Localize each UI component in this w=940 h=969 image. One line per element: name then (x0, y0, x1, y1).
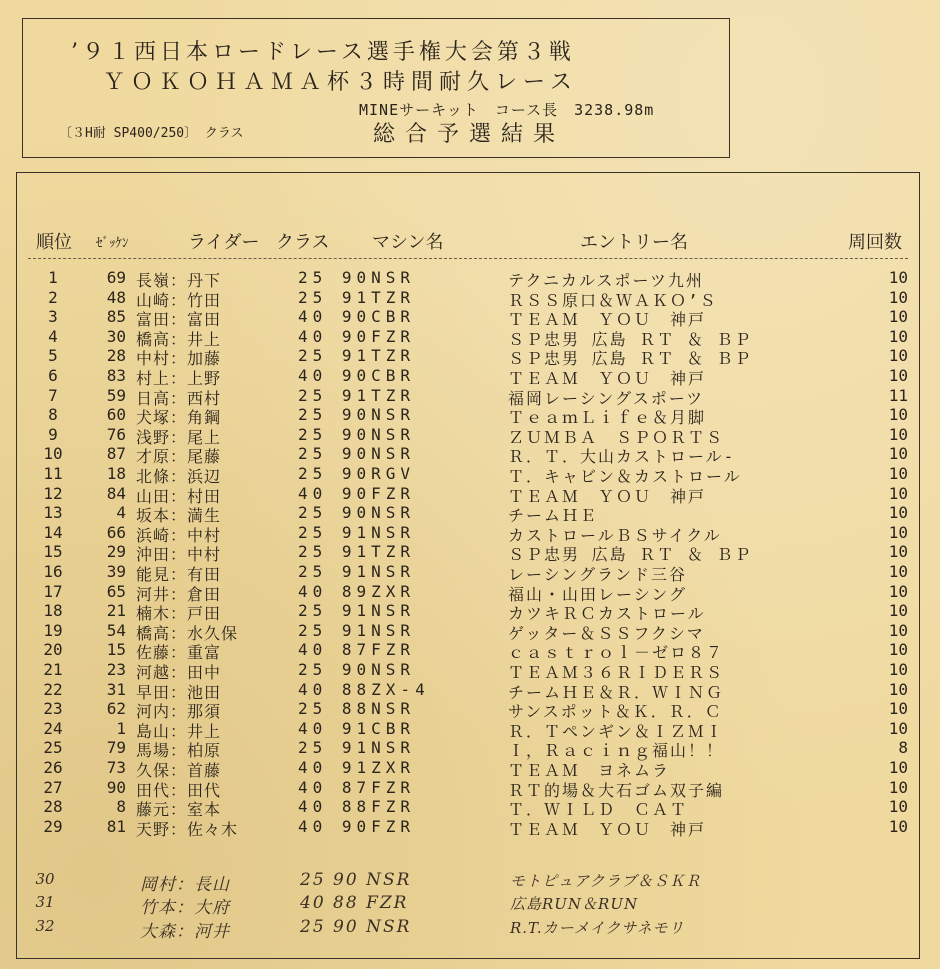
col-header-number: ｾﾞｯｹﾝ (96, 236, 129, 251)
rank-cell: 22 (43, 679, 63, 699)
machine-cell: 25 90NSR (298, 444, 416, 464)
rider-cell: 坂本：満生 (136, 506, 222, 526)
laps-cell: 10 (888, 483, 908, 503)
machine-cell: 25 90 NSR (300, 917, 412, 937)
rank-cell: 32 (35, 917, 55, 935)
entry-cell: ＳＰ忠男 広島 ＲＴ ＆ ＢＰ (508, 349, 753, 369)
number-cell: 54 (106, 620, 126, 640)
machine-cell: 40 88 FZR (300, 893, 409, 913)
machine-cell: 25 90RGV (298, 464, 416, 483)
rider-cell: 中村：加藤 (136, 349, 222, 369)
entry-cell: ＴＥＡＭ３６ＲＩＤＥＲＳ (508, 663, 725, 682)
rider-cell: 馬場：柏原 (136, 741, 222, 761)
table-row (0, 601, 940, 624)
rank-cell: 5 (48, 346, 58, 366)
result-title: 総合予選結果 (373, 122, 566, 147)
laps-cell: 8 (898, 738, 908, 758)
number-cell: 60 (106, 405, 126, 425)
number-cell: 69 (106, 268, 126, 287)
event-subtitle: ＹＯＫＯＨＡＭＡ杯３時間耐久レース (103, 70, 578, 95)
laps-cell: 10 (888, 366, 908, 385)
rank-cell: 26 (43, 758, 63, 777)
rank-cell: 28 (43, 797, 63, 817)
rider-cell: 浅野：尾上 (136, 427, 222, 447)
rank-cell: 12 (43, 483, 63, 503)
table-row (0, 660, 940, 682)
table-row (0, 640, 940, 663)
machine-cell: 25 88NSR (298, 699, 416, 719)
table-row (0, 718, 940, 741)
entry-cell: Ｉ，Ｒａｃｉｎｇ福山！！ (508, 741, 725, 761)
entry-cell: カツキＲＣカストロール (508, 604, 706, 624)
rank-cell: 9 (48, 424, 58, 444)
laps-cell: 10 (888, 346, 908, 366)
table-row (0, 581, 940, 604)
laps-cell: 10 (888, 503, 908, 523)
table-row (0, 483, 940, 506)
machine-cell: 40 88FZR (298, 797, 416, 817)
number-cell: 85 (106, 307, 126, 327)
rider-cell: 山崎：竹田 (136, 290, 222, 310)
rank-cell: 6 (48, 366, 58, 385)
table-row (0, 777, 940, 800)
table-row (0, 522, 940, 545)
table-row (0, 405, 940, 428)
col-header-laps: 周回数 (848, 232, 902, 253)
rider-cell: 島山：井上 (136, 721, 222, 741)
laps-cell: 11 (888, 385, 908, 405)
laps-cell: 10 (888, 542, 908, 562)
number-cell: 30 (106, 326, 126, 346)
machine-cell: 25 91TZR (298, 346, 416, 366)
rider-cell: 楠木：戸田 (136, 604, 222, 624)
machine-cell: 25 91TZR (298, 385, 416, 405)
entry-cell: Ｔ．ＷＩＬＤ ＣＡＴ (508, 800, 689, 820)
entry-cell: ＲＳＳ原口＆ＷＡＫＯ’Ｓ (508, 290, 718, 310)
table-row (0, 366, 940, 388)
machine-cell: 40 90FZR (298, 816, 416, 836)
rider-cell: 北條：浜辺 (136, 467, 222, 486)
laps-cell: 10 (888, 758, 908, 777)
entry-cell: テクニカルスポーツ九州 (508, 271, 704, 290)
number-cell: 87 (106, 444, 126, 464)
machine-cell: 25 91NSR (298, 522, 416, 542)
rider-cell: 浜崎：中村 (136, 525, 222, 545)
rider-cell: 大森：河井 (140, 922, 230, 942)
table-row (0, 816, 940, 839)
laps-cell: 10 (888, 581, 908, 601)
laps-cell: 10 (888, 562, 908, 581)
machine-cell: 40 87FZR (298, 777, 416, 797)
class-label: 〔３H耐 SP400/250〕 クラス (59, 126, 244, 141)
machine-cell: 40 90CBR (298, 307, 416, 327)
machine-cell: 25 91NSR (298, 562, 416, 581)
entry-cell: レーシングランド三谷 (508, 565, 687, 584)
laps-cell: 10 (888, 601, 908, 621)
handwritten-row (0, 917, 940, 942)
table-row (0, 542, 940, 565)
machine-cell: 40 91ZXR (298, 758, 416, 777)
entry-cell: ＴＥＡＭ ＹＯＵ 神戸 (508, 486, 707, 506)
table-row (0, 797, 940, 820)
rank-cell: 20 (43, 640, 63, 660)
machine-cell: 40 90FZR (298, 483, 416, 503)
machine-cell: 25 91NSR (298, 601, 416, 621)
rider-cell: 藤元：室本 (136, 800, 222, 820)
col-header-machine: マシン名 (372, 232, 444, 253)
entry-cell: ＴＥＡＭ ＹＯＵ 神戸 (508, 819, 707, 839)
rank-cell: 1 (48, 268, 58, 287)
number-cell: 83 (106, 366, 126, 385)
laps-cell: 10 (888, 660, 908, 679)
machine-cell: 25 91TZR (298, 287, 416, 307)
laps-cell: 10 (888, 307, 908, 327)
entry-cell: ＴＥＡＭ ＹＯＵ 神戸 (508, 310, 707, 330)
entry-cell: モトピュアクラブ＆ＳＫＲ (510, 872, 702, 890)
laps-cell: 10 (888, 287, 908, 307)
laps-cell: 10 (888, 816, 908, 836)
rank-cell: 11 (43, 464, 63, 483)
laps-cell: 10 (888, 699, 908, 719)
machine-cell: 25 91NSR (298, 620, 416, 640)
rank-cell: 25 (43, 738, 63, 758)
machine-cell: 25 90NSR (298, 268, 416, 287)
col-header-rider: ライダー (188, 232, 260, 253)
machine-cell: 40 90CBR (298, 366, 416, 385)
laps-cell: 10 (888, 797, 908, 817)
entry-cell: Ｔ．キャビン＆カストロール (508, 467, 742, 486)
rider-cell: 橋高：井上 (136, 329, 222, 349)
event-title: ’９１西日本ロードレース選手権大会第３戦 (71, 40, 575, 65)
machine-cell: 25 91NSR (298, 738, 416, 758)
table-row (0, 268, 940, 290)
rank-cell: 10 (43, 444, 63, 464)
rank-cell: 14 (43, 522, 63, 542)
number-cell: 8 (116, 797, 126, 817)
entry-cell: ＳＰ忠男 広島 ＲＴ ＆ ＢＰ (508, 329, 753, 349)
number-cell: 23 (106, 660, 126, 679)
rank-cell: 7 (48, 385, 58, 405)
rank-cell: 13 (43, 503, 63, 523)
machine-cell: 25 90 NSR (300, 870, 412, 890)
rank-cell: 27 (43, 777, 63, 797)
machine-cell: 40 91CBR (298, 718, 416, 738)
table-row (0, 444, 940, 467)
entry-cell: ＴＥＡＭ ヨネムラ (508, 761, 671, 780)
laps-cell: 10 (888, 405, 908, 425)
number-cell: 29 (106, 542, 126, 562)
table-row (0, 424, 940, 447)
number-cell: 62 (106, 699, 126, 719)
rider-cell: 河井：倉田 (136, 584, 222, 604)
table-row (0, 620, 940, 643)
laps-cell: 10 (888, 464, 908, 483)
rank-cell: 24 (43, 718, 63, 738)
rider-cell: 竹本：大府 (140, 898, 230, 918)
number-cell: 65 (106, 581, 126, 601)
rank-cell: 3 (48, 307, 58, 327)
col-header-rank: 順位 (36, 232, 72, 253)
table-row (0, 562, 940, 584)
rider-cell: 才原：尾藤 (136, 447, 222, 467)
table-row (0, 464, 940, 486)
rider-cell: 長嶺：丹下 (136, 271, 222, 290)
laps-cell: 10 (888, 444, 908, 464)
rider-cell: 能見：有田 (136, 565, 222, 584)
machine-cell: 40 87FZR (298, 640, 416, 660)
rank-cell: 17 (43, 581, 63, 601)
col-header-class: クラス (276, 232, 330, 253)
table-row (0, 503, 940, 526)
header-box (22, 18, 730, 158)
rider-cell: 早田：池田 (136, 682, 222, 702)
col-header-entry: エントリー名 (580, 232, 688, 253)
laps-cell: 10 (888, 268, 908, 287)
entry-cell: ＲＴ的場＆大石ゴム双子編 (508, 780, 725, 800)
number-cell: 1 (116, 718, 126, 738)
entry-cell: 広島RUN＆RUN (510, 895, 639, 913)
number-cell: 21 (106, 601, 126, 621)
rank-cell: 23 (43, 699, 63, 719)
laps-cell: 10 (888, 326, 908, 346)
number-cell: 4 (116, 503, 126, 523)
table-row (0, 699, 940, 722)
rank-cell: 19 (43, 620, 63, 640)
entry-cell: カストロールＢＳサイクル (508, 525, 722, 545)
entry-cell: ｃａｓｔｒｏｌ－ゼロ８７ (508, 643, 725, 663)
rider-cell: 久保：首藤 (136, 761, 222, 780)
table-row (0, 385, 940, 408)
rank-cell: 30 (35, 870, 55, 888)
entry-cell: ＳＰ忠男 広島 ＲＴ ＆ ＢＰ (508, 545, 753, 565)
rider-cell: 佐藤：重富 (136, 643, 222, 663)
number-cell: 79 (106, 738, 126, 758)
table-row (0, 758, 940, 780)
laps-cell: 10 (888, 777, 908, 797)
machine-cell: 25 90NSR (298, 405, 416, 425)
number-cell: 76 (106, 424, 126, 444)
handwritten-row (0, 893, 940, 918)
number-cell: 73 (106, 758, 126, 777)
laps-cell: 10 (888, 679, 908, 699)
rider-cell: 沖田：中村 (136, 545, 222, 565)
rider-cell: 岡村：長山 (140, 875, 230, 895)
rider-cell: 富田：富田 (136, 310, 222, 330)
table-row (0, 287, 940, 310)
laps-cell: 10 (888, 640, 908, 660)
laps-cell: 10 (888, 522, 908, 542)
number-cell: 59 (106, 385, 126, 405)
rank-cell: 18 (43, 601, 63, 621)
circuit-info: MINEサーキット コース長 3238.98m (359, 101, 655, 119)
number-cell: 66 (106, 522, 126, 542)
table-row (0, 679, 940, 702)
rank-cell: 15 (43, 542, 63, 562)
entry-cell: ＴＥＡＭ ＹＯＵ 神戸 (508, 369, 707, 388)
rank-cell: 31 (35, 893, 55, 911)
number-cell: 28 (106, 346, 126, 366)
entry-cell: チームＨＥ (508, 506, 599, 526)
laps-cell: 10 (888, 620, 908, 640)
rider-cell: 河越：田中 (136, 663, 222, 682)
entry-cell: サンスポット＆Ｋ．Ｒ．Ｃ (508, 702, 723, 722)
machine-cell: 40 90FZR (298, 326, 416, 346)
number-cell: 39 (106, 562, 126, 581)
number-cell: 18 (106, 464, 126, 483)
rider-cell: 犬塚：角鋼 (136, 408, 222, 428)
machine-cell: 25 91TZR (298, 542, 416, 562)
table-row (0, 738, 940, 761)
number-cell: 90 (106, 777, 126, 797)
number-cell: 15 (106, 640, 126, 660)
table-row (0, 307, 940, 330)
entry-cell: 福岡レーシングスポーツ (508, 388, 705, 408)
table-row (0, 326, 940, 349)
table-row (0, 346, 940, 369)
entry-cell: ＴｅａｍＬｉｆｅ＆月脚 (508, 408, 707, 428)
machine-cell: 40 89ZXR (298, 581, 416, 601)
entry-cell: ＺＵＭＢＡ ＳＰＯＲＴＳ (508, 427, 725, 447)
rider-cell: 村上：上野 (136, 369, 222, 388)
entry-cell: Ｒ．Ｔペンギン＆ＩＺＭＩ (508, 721, 724, 741)
rider-cell: 橋高：水久保 (136, 623, 239, 643)
rider-cell: 田代：田代 (136, 780, 222, 800)
laps-cell: 10 (888, 424, 908, 444)
machine-cell: 40 88ZX-4 (298, 679, 430, 699)
rank-cell: 4 (48, 326, 58, 346)
machine-cell: 25 90NSR (298, 503, 416, 523)
machine-cell: 25 90NSR (298, 660, 416, 679)
rank-cell: 16 (43, 562, 63, 581)
entry-cell: 福山・山田レーシング (508, 584, 687, 604)
number-cell: 81 (106, 816, 126, 836)
entry-cell: チームＨＥ＆Ｒ．ＷＩＮＧ (508, 682, 725, 702)
number-cell: 31 (106, 679, 126, 699)
machine-cell: 25 90NSR (298, 424, 416, 444)
entry-cell: R.T.カーメイクサネモリ (510, 919, 685, 937)
laps-cell: 10 (888, 718, 908, 738)
rider-cell: 河内：那須 (136, 702, 222, 722)
rider-cell: 山田：村田 (136, 486, 222, 506)
handwritten-row (0, 870, 940, 895)
rank-cell: 2 (48, 287, 58, 307)
entry-cell: Ｒ．Ｔ．大山カストロール- (508, 447, 736, 467)
rank-cell: 8 (48, 405, 58, 425)
rank-cell: 29 (43, 816, 63, 836)
rider-cell: 日高：西村 (136, 388, 222, 408)
rider-cell: 天野：佐々木 (136, 819, 239, 839)
number-cell: 48 (106, 287, 126, 307)
entry-cell: ゲッター＆ＳＳフクシマ (508, 623, 705, 643)
rank-cell: 21 (43, 660, 63, 679)
number-cell: 84 (106, 483, 126, 503)
header-rule (28, 258, 908, 259)
